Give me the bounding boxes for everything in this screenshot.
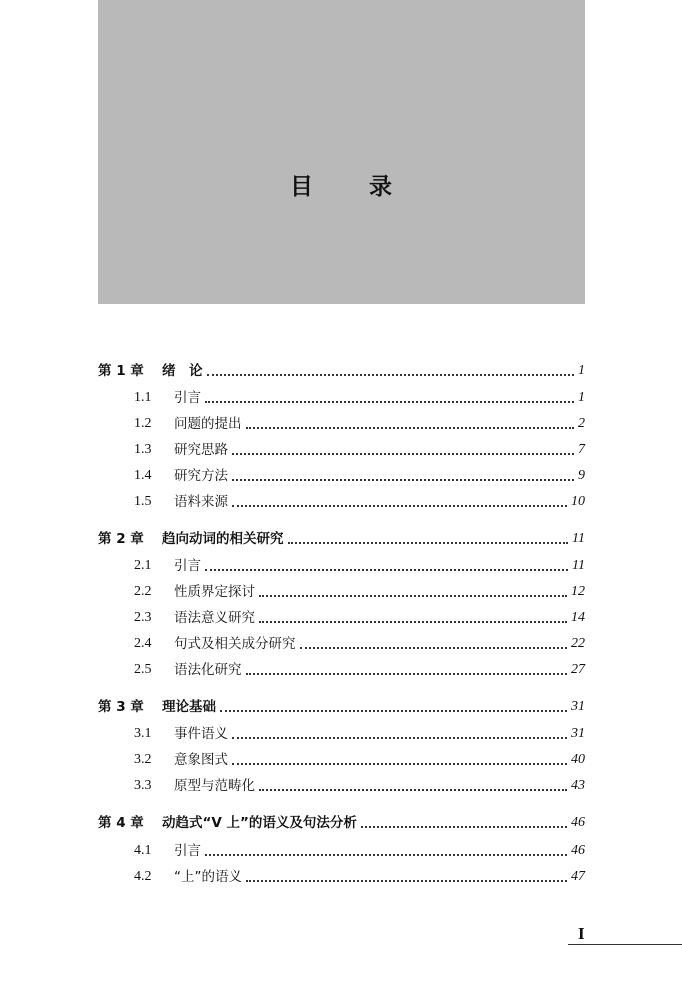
toc-label: 性质界定探讨 [174, 584, 255, 600]
toc-label: “上”的语义 [174, 869, 242, 885]
toc-label: 问题的提出 [174, 416, 242, 432]
toc-page: 1 [578, 363, 585, 378]
page-title [0, 168, 682, 201]
dot-leader [232, 505, 567, 507]
toc-page: 46 [571, 843, 585, 858]
toc-section-1-1[interactable]: 1.1 引言 1 [134, 390, 585, 406]
toc-page: 1 [578, 390, 585, 405]
toc-label: 语法意义研究 [174, 610, 255, 626]
dot-leader [361, 826, 567, 828]
toc-page: 43 [571, 778, 585, 793]
header-band [98, 0, 585, 304]
toc-page: 14 [571, 610, 585, 625]
dot-leader [232, 479, 574, 481]
toc-section-2-1[interactable]: 2.1 引言 11 [134, 558, 585, 574]
toc-page: 9 [578, 468, 585, 483]
toc-chapter-3[interactable]: 第 3 章 理论基础 31 [98, 699, 585, 715]
toc-label: 引言 [174, 843, 201, 859]
dot-leader [259, 595, 567, 597]
toc-section-2-4[interactable]: 2.4 句式及相关成分研究 22 [134, 636, 585, 652]
toc-label: 动趋式“V 上”的语义及句法分析 [162, 815, 357, 831]
dot-leader [259, 789, 567, 791]
toc-label: 事件语义 [174, 726, 228, 742]
dot-leader [220, 710, 567, 712]
toc-page: 2 [578, 416, 585, 431]
toc-page: 11 [572, 558, 585, 573]
toc-label: 引言 [174, 558, 201, 574]
toc-section-1-3[interactable]: 1.3 研究思路 7 [134, 442, 585, 458]
toc-page: 27 [571, 662, 585, 677]
dot-leader [232, 737, 567, 739]
toc-label: 研究思路 [174, 442, 228, 458]
toc-section-1-4[interactable]: 1.4 研究方法 9 [134, 468, 585, 484]
folio-rule [568, 944, 682, 945]
title-char-1: 目 [290, 174, 313, 200]
toc-page: 22 [571, 636, 585, 651]
toc-section-1-2[interactable]: 1.2 问题的提出 2 [134, 416, 585, 432]
toc-label: 趋向动词的相关研究 [162, 531, 284, 547]
toc-page: 31 [571, 699, 585, 714]
dot-leader [246, 673, 568, 675]
dot-leader [207, 374, 575, 376]
toc-label: 研究方法 [174, 468, 228, 484]
toc-section-1-5[interactable]: 1.5 语料来源 10 [134, 494, 585, 510]
dot-leader [300, 647, 568, 649]
toc-page: 47 [571, 869, 585, 884]
toc-label: 原型与范畴化 [174, 778, 255, 794]
toc-label: 引言 [174, 390, 201, 406]
toc-page: 46 [571, 815, 585, 830]
toc-section-2-5[interactable]: 2.5 语法化研究 27 [134, 662, 585, 678]
toc-label: 语法化研究 [174, 662, 242, 678]
toc-section-3-3[interactable]: 3.3 原型与范畴化 43 [134, 778, 585, 794]
dot-leader [259, 621, 567, 623]
toc-section-4-2[interactable]: 4.2 “上”的语义 47 [134, 869, 585, 885]
toc-section-4-1[interactable]: 4.1 引言 46 [134, 843, 585, 859]
toc-page: 7 [578, 442, 585, 457]
page-number: I [578, 924, 585, 943]
toc-section-2-2[interactable]: 2.2 性质界定探讨 12 [134, 584, 585, 600]
toc-label: 句式及相关成分研究 [174, 636, 296, 652]
toc-label: 意象图式 [174, 752, 228, 768]
toc-chapter-4[interactable]: 第 4 章 动趋式“V 上”的语义及句法分析 46 [98, 815, 585, 831]
dot-leader [246, 880, 567, 882]
dot-leader [205, 569, 568, 571]
toc-page: 31 [571, 726, 585, 741]
title-char-2: 录 [369, 174, 392, 200]
dot-leader [205, 854, 567, 856]
toc-page: 12 [571, 584, 585, 599]
dot-leader [288, 542, 569, 544]
toc-label: 绪 论 [162, 363, 203, 379]
toc-section-3-2[interactable]: 3.2 意象图式 40 [134, 752, 585, 768]
dot-leader [246, 427, 575, 429]
toc-section-2-3[interactable]: 2.3 语法意义研究 14 [134, 610, 585, 626]
toc-page: 11 [572, 531, 585, 546]
dot-leader [232, 453, 574, 455]
dot-leader [205, 401, 574, 403]
toc-chapter-1[interactable]: 第 1 章 绪 论 1 [98, 363, 585, 379]
dot-leader [232, 763, 567, 765]
toc-chapter-2[interactable]: 第 2 章 趋向动词的相关研究 11 [98, 531, 585, 547]
toc-section-3-1[interactable]: 3.1 事件语义 31 [134, 726, 585, 742]
toc-page: 40 [571, 752, 585, 767]
toc-page: 10 [571, 494, 585, 509]
toc-label: 语料来源 [174, 494, 228, 510]
toc-label: 理论基础 [162, 699, 216, 715]
